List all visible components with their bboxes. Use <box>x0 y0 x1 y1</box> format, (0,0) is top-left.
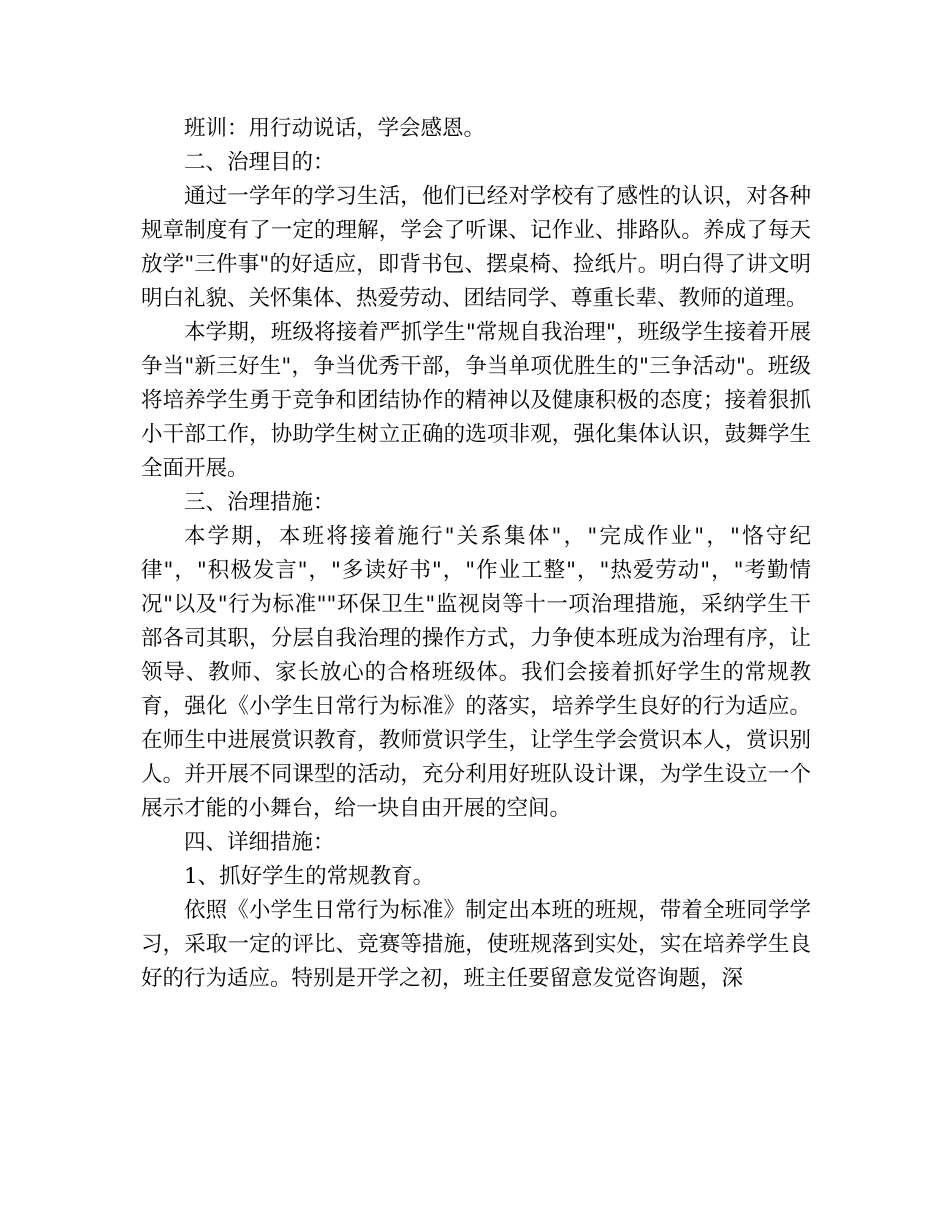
detail-item-1-paragraph: 依照《小学生日常行为标准》制定出本班的班规，带着全班同学学习，采取一定的评比、竞赛等措施，使班规落到实处，实在培养学生良好的行为适应。特别是开学之初，班主任要留意发觉咨询题，深 <box>141 898 811 991</box>
section-heading-measures: 三、治理措施： <box>184 490 335 515</box>
section-heading-goals: 二、治理目的： <box>184 150 335 175</box>
goals-paragraph: 通过一学年的学习生活，他们已经对学校有了感性的认识，对各种规章制度有了一定的理解，学会了听课、记作业、排路队。养成了每天放学"三件事"的好适应，即背书包、摆桌椅、捡纸片。明白得了讲文明明白礼貌、关怀集体、热爱劳动、团结同学、尊重长辈、教师的道理。 <box>141 184 811 311</box>
measures-paragraph: 本学期，本班将接着施行"关系集体"，"完成作业"，"恪守纪律"，"积极发言"，"多读好书"，"作业工整"，"热爱劳动"，"考勤情况"以及"行为标准""环保卫生"监视岗等十一项治理措施，采纳学生干部各司其职，分层自我治理的操作方式，力争使本班成为治理有序，让领导、教师、家长放心的合格班级体。我们会接着抓好学生的常规教育，强化《小学生日常行为标准》的落实，培养学生良好的行为适应。在师生中进展赏识教育，教师赏识学生，让学生学会赏识本人，赏识别人。并开展不同课型的活动，充分利用好班队设计课，为学生设立一个展示才能的小舞台，给一块自由开展的空间。 <box>141 524 811 821</box>
detail-item-1-heading: 1、抓好学生的常规教育。 <box>184 864 435 889</box>
document-page <box>141 112 811 996</box>
class-motto: 班训：用行动说话，学会感恩。 <box>184 116 486 141</box>
section-heading-details: 四、详细措施： <box>184 830 335 855</box>
semester-plan-paragraph: 本学期，班级将接着严抓学生"常规自我治理"，班级学生接着开展争当"新三好生"，争当优秀干部，争当单项优胜生的"三争活动"。班级将培养学生勇于竞争和团结协作的精神以及健康积极的态度；接着狠抓小干部工作，协助学生树立正确的选项非观，强化集体认识，鼓舞学生全面开展。 <box>141 320 811 481</box>
